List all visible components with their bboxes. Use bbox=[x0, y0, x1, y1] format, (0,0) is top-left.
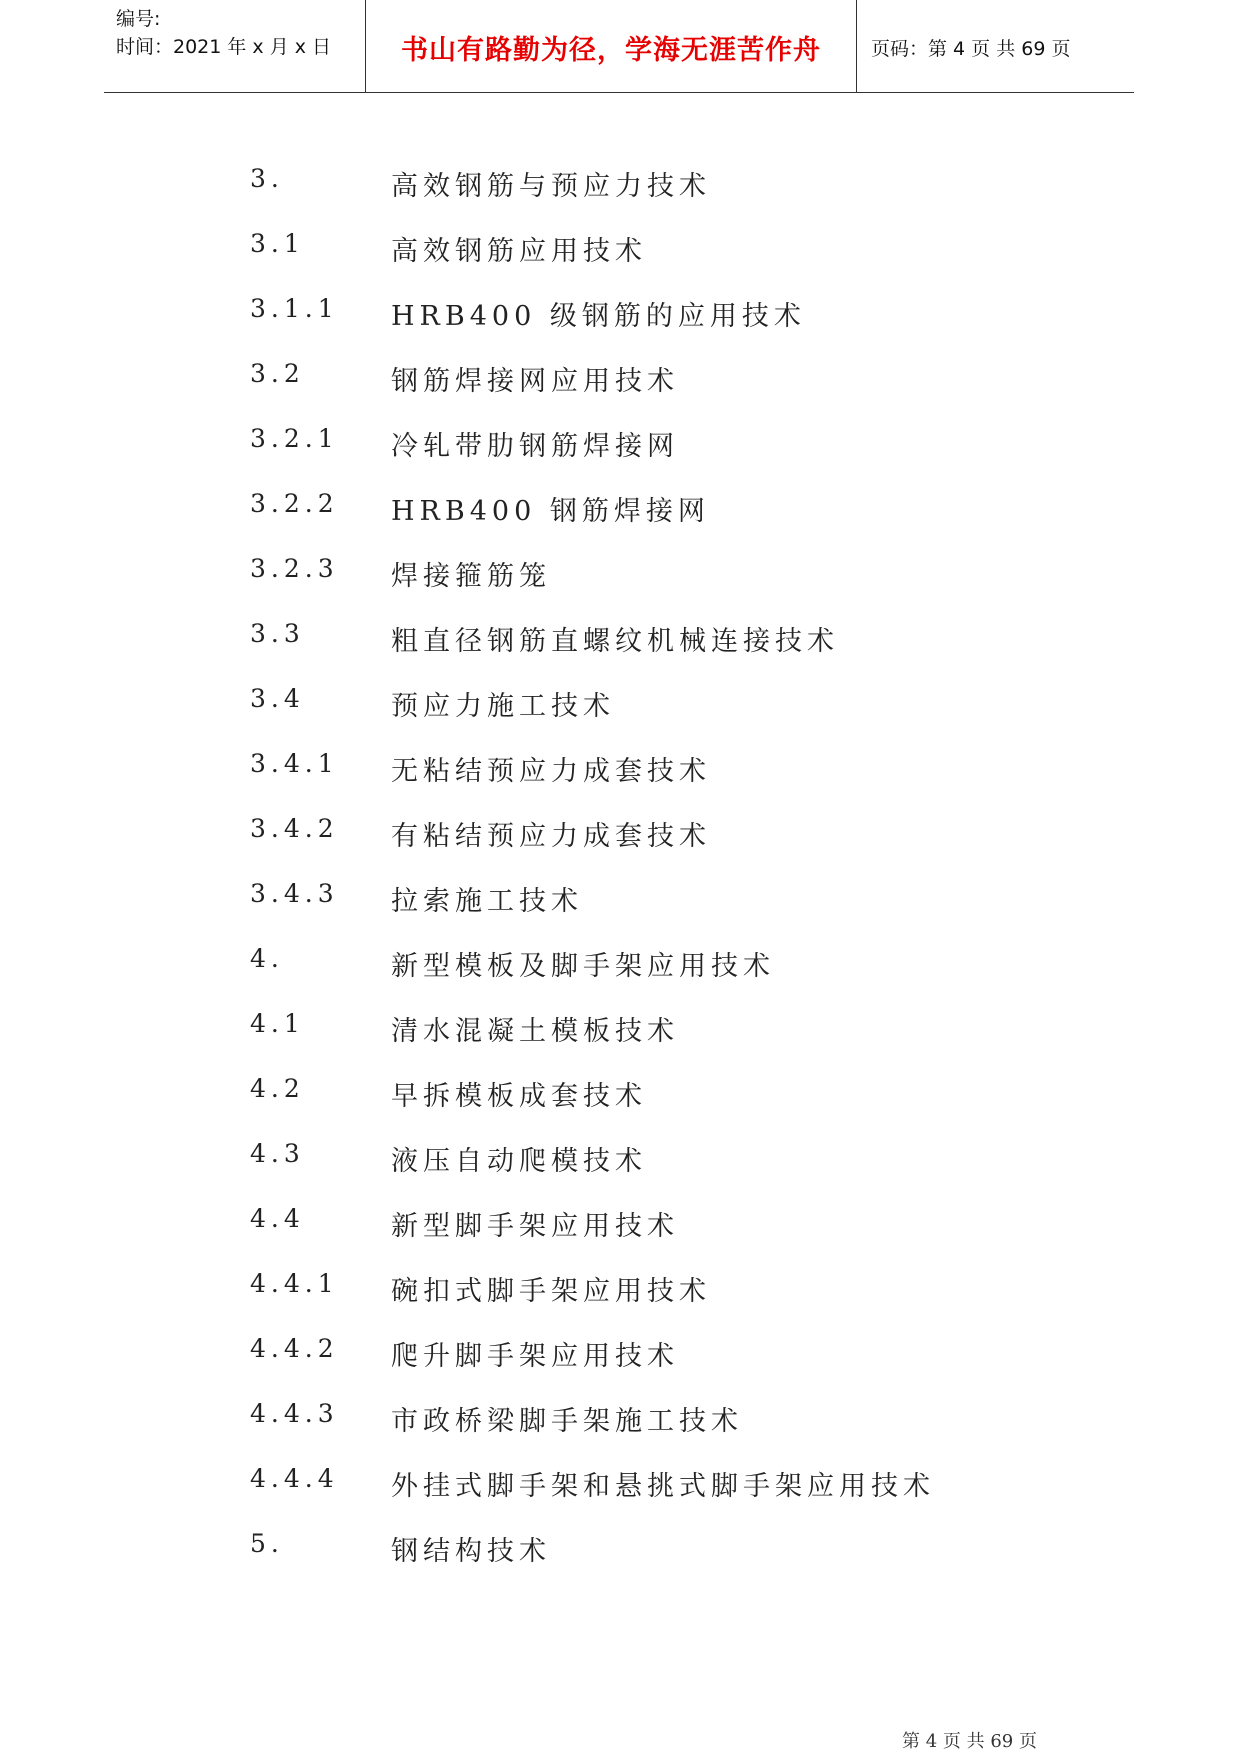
toc-entry bbox=[0, 1009, 1241, 1049]
toc-entry-title: 爬升脚手架应用技术 bbox=[391, 1341, 679, 1372]
toc-entry bbox=[0, 814, 1241, 854]
toc-entry-title: 早拆模板成套技术 bbox=[391, 1081, 647, 1112]
header-motto: 书山有路勤为径，学海无涯苦作舟 bbox=[401, 35, 821, 66]
toc-entry bbox=[0, 164, 1241, 204]
toc-entry bbox=[0, 229, 1241, 269]
page-header bbox=[104, 0, 1134, 93]
toc-entry-number: 4.2 bbox=[250, 1074, 305, 1103]
toc-entry bbox=[0, 489, 1241, 529]
toc-entry-number: 4.4.4 bbox=[250, 1464, 339, 1493]
toc-entry-title: HRB400 钢筋焊接网 bbox=[391, 496, 710, 527]
toc-entry-number: 3.4 bbox=[250, 684, 305, 713]
page-footer: 第 4 页 共 69 页 bbox=[902, 1731, 1037, 1752]
toc-entry bbox=[0, 554, 1241, 594]
toc-entry-number: 3.4.2 bbox=[250, 814, 339, 843]
toc-entry-number: 3.4.3 bbox=[250, 879, 339, 908]
toc-entry-title: 高效钢筋与预应力技术 bbox=[391, 171, 711, 202]
toc-entry-number: 5. bbox=[250, 1529, 284, 1558]
toc-entry bbox=[0, 619, 1241, 659]
header-left-cell bbox=[104, 0, 366, 92]
toc-entry bbox=[0, 424, 1241, 464]
toc-entry-title: 新型模板及脚手架应用技术 bbox=[391, 951, 775, 982]
toc-entry bbox=[0, 684, 1241, 724]
toc-entry-number: 4.4.3 bbox=[250, 1399, 339, 1428]
toc-entry-title: 粗直径钢筋直螺纹机械连接技术 bbox=[391, 626, 839, 657]
toc-entry-title: 清水混凝土模板技术 bbox=[391, 1016, 679, 1047]
toc-entry-title: 外挂式脚手架和悬挑式脚手架应用技术 bbox=[391, 1471, 935, 1502]
toc-entry bbox=[0, 1269, 1241, 1309]
toc-entry-number: 3.2.3 bbox=[250, 554, 339, 583]
toc-entry bbox=[0, 944, 1241, 984]
header-page-info: 页码：第 4 页 共 69 页 bbox=[871, 38, 1071, 60]
toc-entry-number: 3.1.1 bbox=[250, 294, 339, 323]
toc-entry bbox=[0, 749, 1241, 789]
toc-entry-number: 4.4.1 bbox=[250, 1269, 339, 1298]
toc-entry bbox=[0, 1139, 1241, 1179]
toc-entry-number: 3.2.1 bbox=[250, 424, 339, 453]
toc-entry bbox=[0, 1074, 1241, 1114]
toc-entry bbox=[0, 1399, 1241, 1439]
toc-entry-title: 冷轧带肋钢筋焊接网 bbox=[391, 431, 679, 462]
toc-entry bbox=[0, 359, 1241, 399]
toc-entry bbox=[0, 1204, 1241, 1244]
toc-entry-title: HRB400 级钢筋的应用技术 bbox=[391, 301, 806, 332]
toc-entry-number: 3.1 bbox=[250, 229, 305, 258]
document-date: 时间：2021 年 x 月 x 日 bbox=[116, 36, 332, 58]
toc-entry bbox=[0, 1529, 1241, 1569]
document-number-label: 编号: bbox=[116, 8, 161, 30]
toc-entry-title: 焊接箍筋笼 bbox=[391, 561, 551, 592]
toc-entry-number: 4.4 bbox=[250, 1204, 305, 1233]
toc-entry-title: 市政桥梁脚手架施工技术 bbox=[391, 1406, 743, 1437]
toc-entry-number: 4.4.2 bbox=[250, 1334, 339, 1363]
toc-entry-title: 钢筋焊接网应用技术 bbox=[391, 366, 679, 397]
toc-entry-number: 3. bbox=[250, 164, 284, 193]
toc-entry-title: 新型脚手架应用技术 bbox=[391, 1211, 679, 1242]
toc-entry-number: 4. bbox=[250, 944, 284, 973]
toc-entry-number: 3.4.1 bbox=[250, 749, 339, 778]
header-middle-cell bbox=[366, 0, 857, 92]
toc-entry-number: 3.2 bbox=[250, 359, 305, 388]
toc-entry-title: 拉索施工技术 bbox=[391, 886, 583, 917]
toc-entry-title: 高效钢筋应用技术 bbox=[391, 236, 647, 267]
toc-entry-number: 4.3 bbox=[250, 1139, 305, 1168]
toc-entry-title: 有粘结预应力成套技术 bbox=[391, 821, 711, 852]
toc-entry-title: 预应力施工技术 bbox=[391, 691, 615, 722]
toc-entry-title: 碗扣式脚手架应用技术 bbox=[391, 1276, 711, 1307]
toc-entry bbox=[0, 294, 1241, 334]
header-right-cell bbox=[857, 0, 1134, 92]
toc-entry bbox=[0, 1334, 1241, 1374]
toc-entry-title: 无粘结预应力成套技术 bbox=[391, 756, 711, 787]
toc-entry bbox=[0, 1464, 1241, 1504]
toc-entry-title: 液压自动爬模技术 bbox=[391, 1146, 647, 1177]
toc-entry-number: 3.2.2 bbox=[250, 489, 339, 518]
toc-entry bbox=[0, 879, 1241, 919]
toc-entry-number: 4.1 bbox=[250, 1009, 305, 1038]
toc-entry-title: 钢结构技术 bbox=[391, 1536, 551, 1567]
toc-entry-number: 3.3 bbox=[250, 619, 305, 648]
